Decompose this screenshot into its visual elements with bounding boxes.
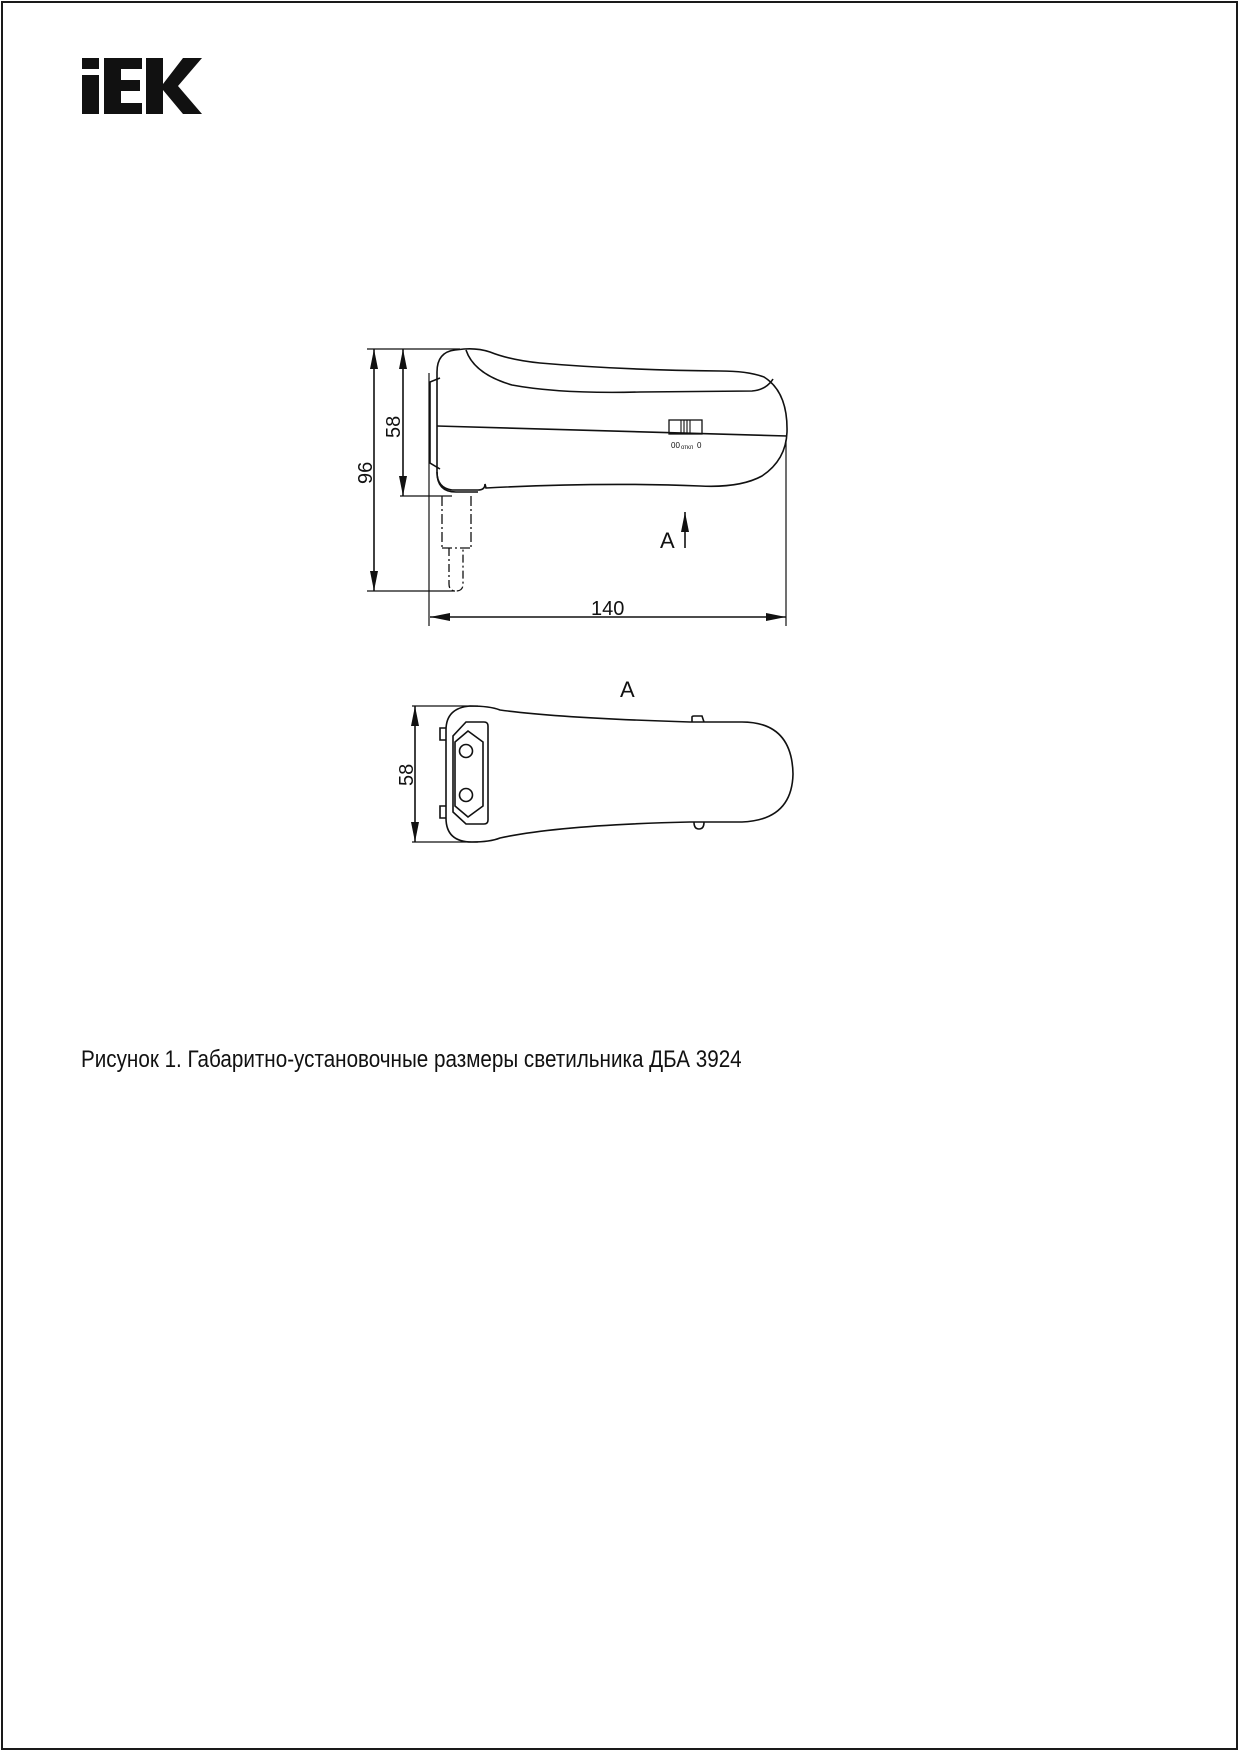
side-view: [367, 349, 787, 626]
view-a-title: A: [620, 677, 635, 702]
switch-label-middle: откл: [681, 445, 694, 451]
dim-96-label: 96: [355, 461, 377, 484]
switch-label-left: 00: [671, 441, 680, 450]
dim-140-label: 140: [591, 598, 625, 620]
dim-58-side-label: 58: [383, 415, 405, 438]
view-a: [412, 706, 793, 842]
dim-58-view-a-label: 58: [396, 763, 418, 786]
switch-label-right: 0: [697, 441, 702, 450]
view-a-marker: A: [660, 528, 675, 553]
figure-caption: Рисунок 1. Габаритно-установочные размеры светильника ДБА 3924: [81, 1046, 742, 1073]
